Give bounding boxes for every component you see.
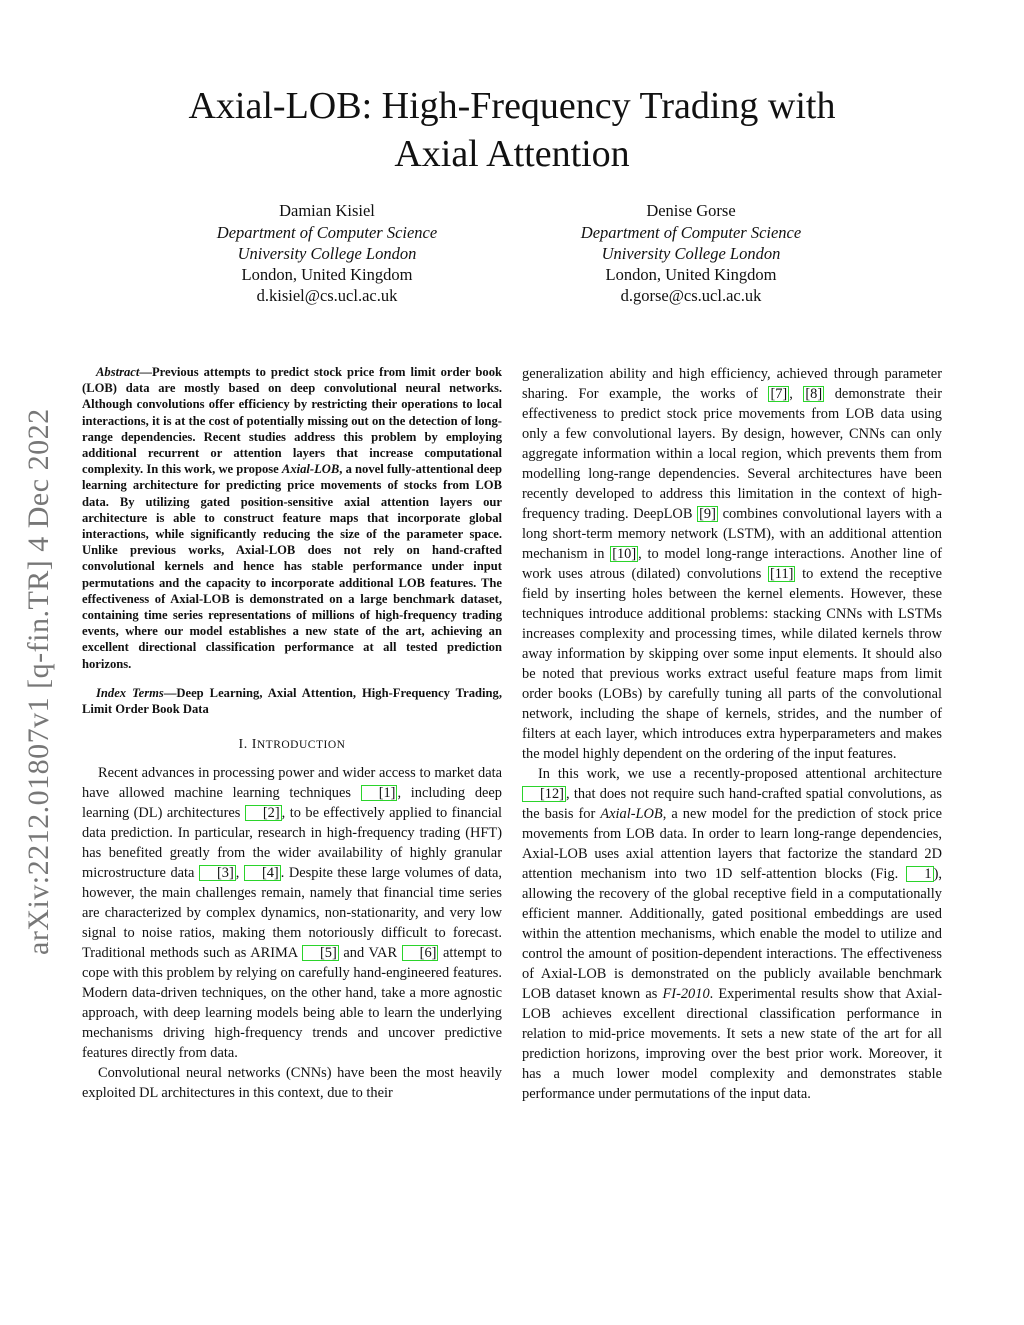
citation-link[interactable]: [8] xyxy=(805,386,823,402)
citation-link[interactable]: [9] xyxy=(699,506,716,522)
author-location: London, United Kingdom xyxy=(605,265,777,284)
citation-link[interactable]: [11] xyxy=(769,566,794,582)
abstract xyxy=(82,364,502,672)
title-line-2: Axial Attention xyxy=(394,133,630,175)
text: , to model long-range interactions. Another line of work uses atrous (dilated) convolutions xyxy=(522,546,942,582)
intro-paragraph-2-cont xyxy=(522,364,942,764)
section-heading-introduction xyxy=(82,735,502,755)
paper-title xyxy=(0,82,1024,178)
model-name: Axial-LOB xyxy=(600,806,663,822)
citation-link[interactable]: [6] xyxy=(402,945,439,961)
text: demonstrate their effectiveness to predict stock price movements from LOB data using only a few convolutional layers. By design, however, CNNs can only aggregate information within a local region, which prevents them from modelling long-range dependencies. Several architectures have been recently developed to address this limitation in the context of high-frequency trading. DeepLOB xyxy=(522,386,943,522)
citation-link[interactable]: [4] xyxy=(244,865,281,881)
citation-link[interactable]: [10] xyxy=(612,546,637,562)
text: combines convolutional layers with a long short-term memory network (LSTM), with an additional attention mechanism in xyxy=(522,506,943,562)
author-department: Department of Computer Science xyxy=(580,223,802,242)
text: . Experimental results show that Axial-LOB achieves excellent directional classification performance in relation to mid-price movements. It sets a new state of the art for all prediction horizons, improving over the best prior work. Moreover, it has a much lower model complexity and demonstrates stable performance under permutations of the input data. xyxy=(522,986,942,1102)
title-line-1: Axial-LOB: High-Frequency Trading with xyxy=(188,85,836,127)
text: Recent advances in processing power and wider access to market data have allowed machine learning techniques xyxy=(82,765,502,802)
index-terms-label: Index Terms xyxy=(96,685,164,700)
text: , a new model for the prediction of stock price movements from LOB data. In order to learn long-range dependencies, Axial-LOB uses axial attention layers that factorize the standard 2D attention mechanism into two 1D self-attention blocks (Fig. xyxy=(522,806,942,882)
abstract-model-name: Axial-LOB xyxy=(281,462,340,477)
section-number: I. I xyxy=(238,737,257,753)
text: ), allowing the recovery of the global receptive field in a computationally efficient manner. Additionally, gated positional embeddings are used within the attention mechanisms, which enable the model to utilize and control the amount of position-dependent interactions. The effectiveness of Axial-LOB is demonstrated on the publicly available benchmark LOB dataset known as xyxy=(522,866,942,1002)
arxiv-identifier: arXiv:2212.01807v1 [q-fin.TR] 4 Dec 2022 xyxy=(22,408,55,955)
abstract-text: —Previous attempts to predict stock price from limit order book (LOB) data are mostly based on deep convolutional neural networks. Although convolutions offer efficiency by restricting their operations to local interactions, it is at the cost of potentially missing out on the detection of long-range dependencies. Recent studies address this problem by employing additional recurrent or attention layers that increase computational complexity. In this work, we propose xyxy=(82,365,502,477)
author-email[interactable]: d.kisiel@cs.ucl.ac.uk xyxy=(256,286,398,305)
index-terms-text: —Deep Learning, Axial Attention, High-Frequency Trading, Limit Order Book Data xyxy=(82,685,502,717)
figure-link[interactable]: 1 xyxy=(906,866,933,882)
author-university: University College London xyxy=(601,244,781,263)
author-department: Department of Computer Science xyxy=(216,223,438,242)
author-block-1 xyxy=(157,200,497,306)
text: , that does not require such hand-crafted spatial convolutions, as the basis for xyxy=(522,786,942,822)
text: , xyxy=(789,386,804,402)
text: attempt to cope with this problem by relying on carefully hand-engineered features. Modern data-driven techniques, on the other hand, take a more agnostic approach, with deep learning models being able to learn the underlying mechanisms driving high-frequency trends and uncover predictive features directly from data. xyxy=(82,945,503,1062)
text: In this work, we use a recently-proposed attentional architecture xyxy=(538,766,942,782)
author-block-2 xyxy=(521,200,861,306)
citation-link[interactable]: [7] xyxy=(770,386,788,402)
text: , to be effectively applied to financial data prediction. In particular, research in high-frequency trading (HFT) has benefited greatly from the wider availability of highly granular microstructure data xyxy=(82,805,503,882)
author-university: University College London xyxy=(237,244,417,263)
author-location: London, United Kingdom xyxy=(241,265,413,284)
index-terms xyxy=(82,685,502,717)
section-title: NTRODUCTION xyxy=(256,739,346,752)
intro-paragraph-2: Convolutional neural networks (CNNs) have been the most heavily exploited DL architectures in this context, due to their xyxy=(82,1065,502,1102)
author-email[interactable]: d.gorse@cs.ucl.ac.uk xyxy=(620,286,762,305)
citation-link[interactable]: [5] xyxy=(302,945,339,961)
abstract-label: Abstract xyxy=(96,365,140,379)
author-name: Damian Kisiel xyxy=(279,201,375,220)
text: . Despite these large volumes of data, however, the main challenges remain, namely that financial time series are characterized by complex dynamics, non-stationarity, and very low signal to noise ratios, making them notoriously difficult to forecast. Traditional methods such as ARIMA xyxy=(82,865,502,962)
citation-link[interactable]: [3] xyxy=(199,865,236,881)
text: to extend the receptive field by inserting holes between the kernel elements. However, these techniques introduce additional problems: stacking CNNs with LSTMs increases complexity and processing times, while dilated kernels throw away information by skipping over some input elements. It should also be noted that previous works extract useful feature maps from limit order books (LOBs) by carefully tuning all parts of the convolutional network, including the shape of kernels, strides, and the number of filters at each layer, which introduces extra hyperparameters and makes the model highly dependent on the ordering of the input features. xyxy=(522,566,942,762)
right-column xyxy=(522,364,942,1104)
dataset-name: FI-2010 xyxy=(662,986,710,1002)
citation-link[interactable]: [1] xyxy=(361,785,398,801)
text: and VAR xyxy=(338,945,402,962)
citation-link[interactable]: [2] xyxy=(245,805,282,821)
intro-paragraph-3 xyxy=(522,764,942,1104)
abstract-text-cont: , a novel fully-attentional deep learning architecture for predicting price movements of stocks from LOB data. By utilizing gated position-sensitive axial attention layers our architecture is able to construct feature maps that incorporate global interactions, while significantly reducing the size of the parameter space. Unlike previous works, Axial-LOB does not rely on hand-crafted convolutional kernels and hence has stable performance under input permutations and the capacity to incorporate additional LOB features. The effectiveness of Axial-LOB is demonstrated on a large benchmark dataset, containing time series representations of millions of high-frequency trading events, where our model establishes a new state of the art, achieving an excellent directional classification performance at all tested prediction horizons. xyxy=(82,462,502,671)
intro-paragraph-1 xyxy=(82,763,502,1063)
citation-link[interactable]: [12] xyxy=(522,786,566,802)
text: generalization ability and high efficiency, achieved through parameter sharing. For example, the works of xyxy=(522,366,942,402)
author-name: Denise Gorse xyxy=(646,201,736,220)
text: , xyxy=(235,865,244,882)
text: , including deep learning (DL) architectures xyxy=(82,785,502,822)
left-column xyxy=(82,364,502,1103)
